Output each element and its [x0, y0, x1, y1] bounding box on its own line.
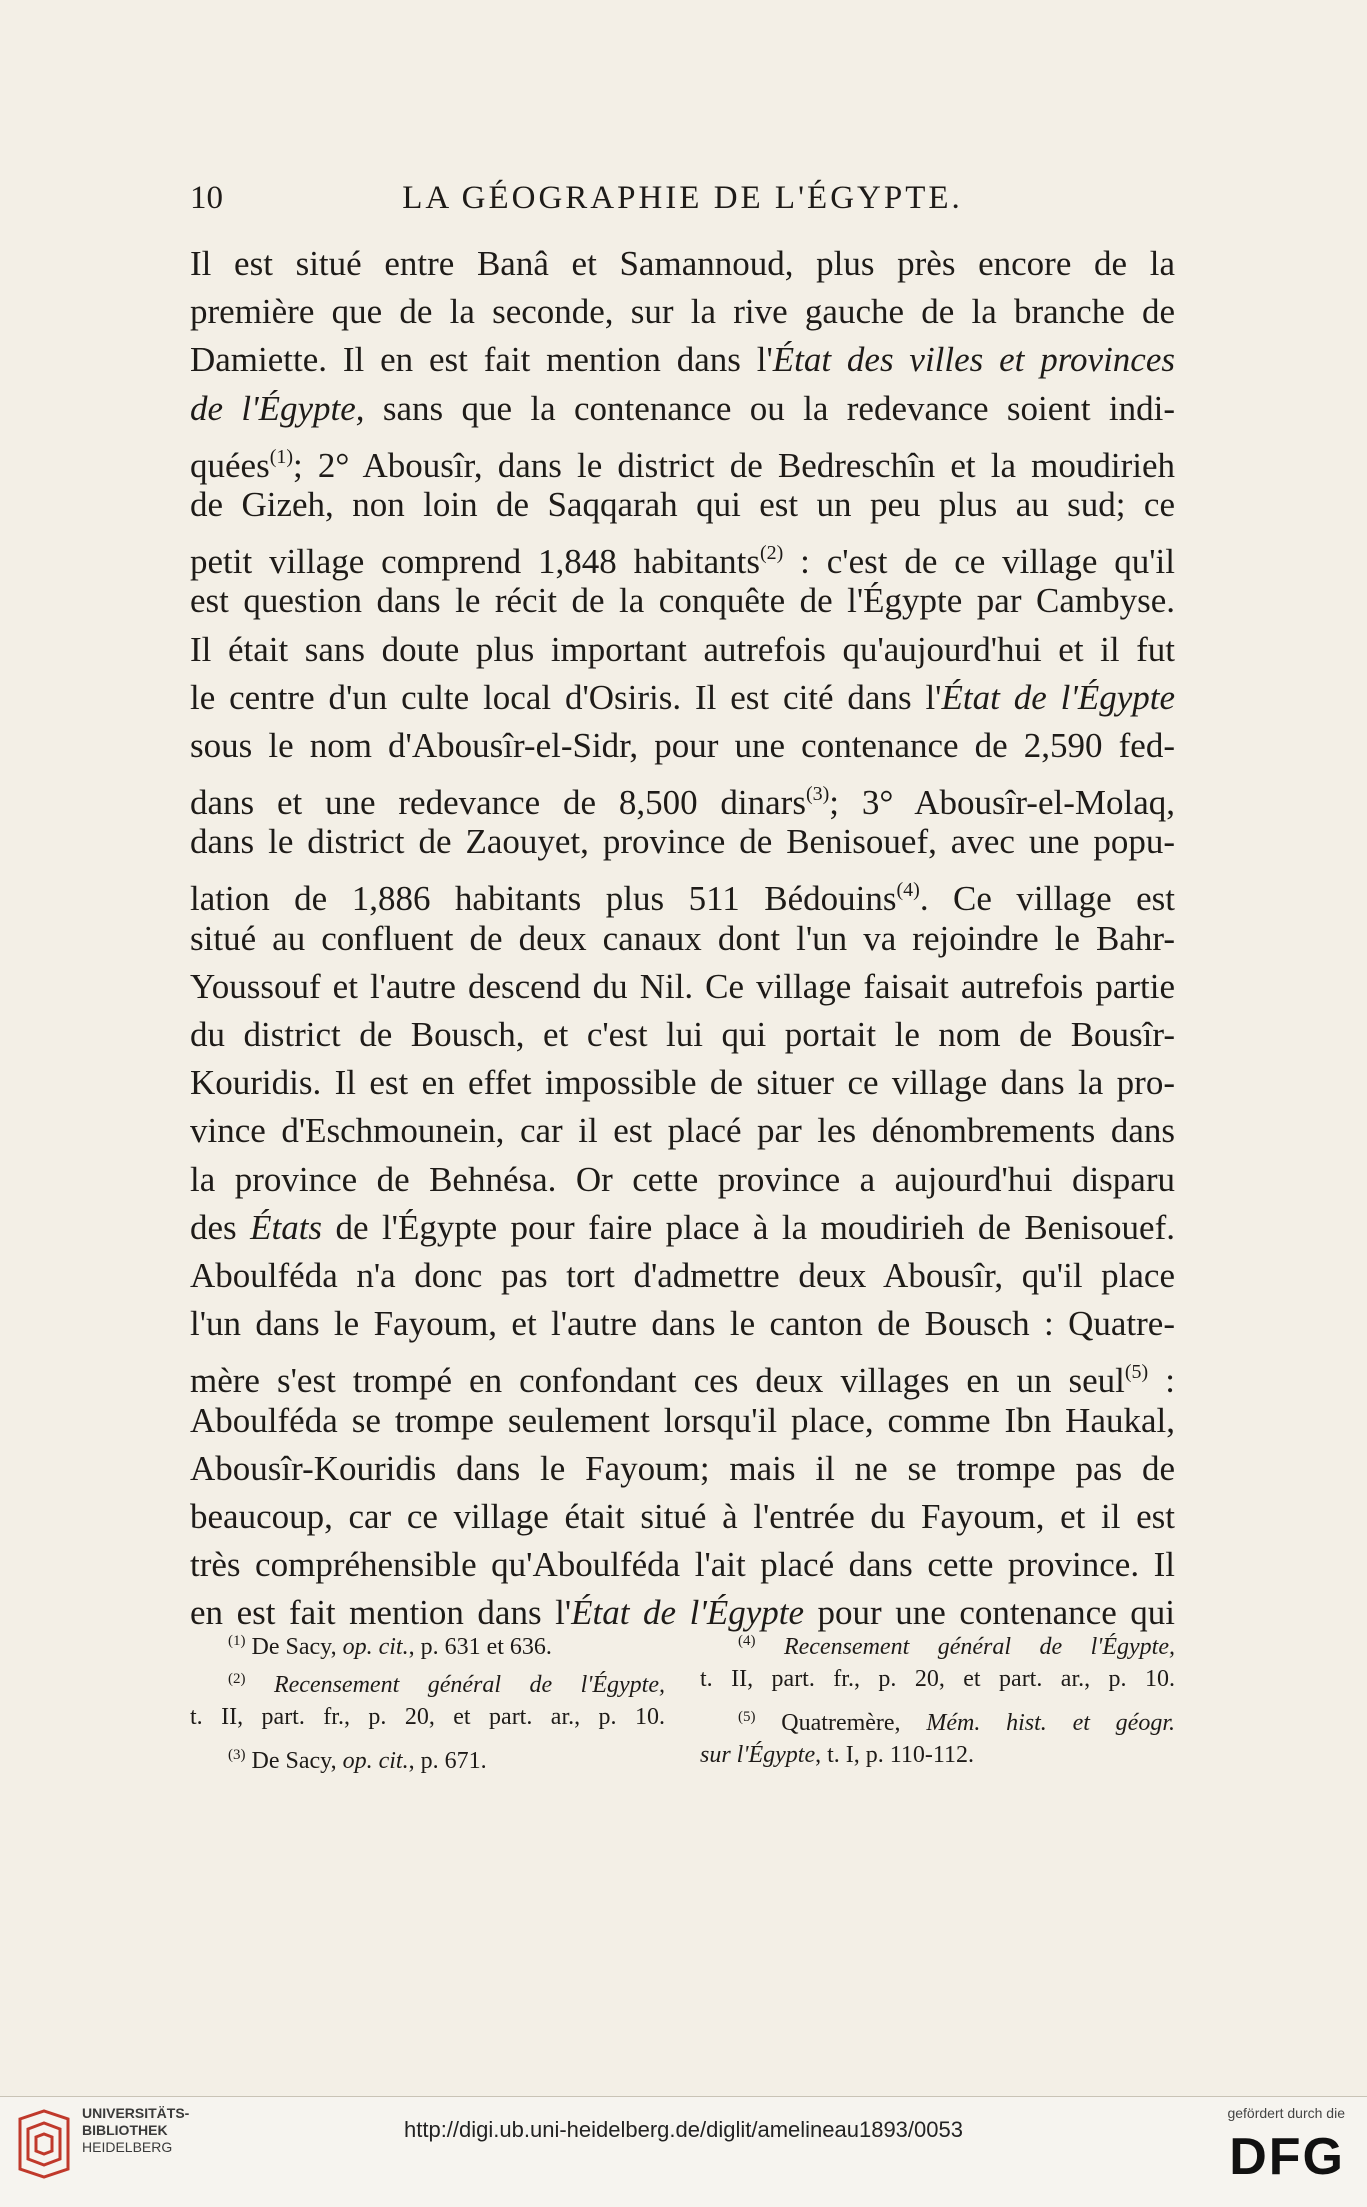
text-line: Abousîr-Kouridis dans le Fayoum; mais il ne se trompe pas de: [190, 1448, 1175, 1488]
footnote-line: t. II, part. fr., p. 20, et part. ar., p. 10.: [700, 1666, 1175, 1692]
text-line: [190, 529, 1176, 582]
body-text: [190, 240, 1175, 1637]
footnote-italic: op. cit.: [342, 1748, 409, 1774]
text-line: des États de l'Égypte pour faire place à la moudirieh de Benisouef.: [190, 1207, 1175, 1247]
text-line: l'un dans le Fayoum, et l'autre dans le canton de Bousch : Quatre-: [190, 1304, 1175, 1344]
footnote-italic: Recensement général de l'Égypte,: [273, 1672, 665, 1698]
page-number: 10: [190, 180, 223, 216]
text-line: [190, 866, 1175, 919]
text-fragment: quées: [190, 445, 270, 485]
library-name-line: UNIVERSITÄTS-: [82, 2105, 190, 2121]
text-fragment: mère s'est trompé en confondant ces deux villages en un seul: [190, 1361, 1125, 1401]
text-fragment: . Ce village est: [919, 879, 1175, 919]
footnote-mark: (2): [228, 1671, 246, 1687]
footnote-ref: (2): [759, 542, 784, 565]
text-line: de Gizeh, non loin de Saqqarah qui est un peu plus au sud; ce: [190, 484, 1175, 524]
footnote-line: [190, 1736, 665, 1774]
text-line: Youssouf et l'autre descend du Nil. Ce village faisait autrefois partie: [190, 966, 1175, 1006]
text-line: Il est situé entre Banâ et Samannoud, plus près encore de la: [190, 244, 1175, 283]
text-fragment: dans et une redevance de 8,500 dinars: [190, 783, 806, 823]
italic-title: de l'Égypte,: [190, 388, 365, 428]
text-line: la province de Behnésa. Or cette province a aujourd'hui disparu: [190, 1159, 1175, 1199]
footnote-line: t. II, part. fr., p. 20, et part. ar., p. 10.: [190, 1704, 665, 1730]
text-line: du district de Bousch, et c'est lui qui portait le nom de Bousîr-: [190, 1015, 1175, 1054]
footnote-italic: Recensement général de l'Égypte,: [783, 1634, 1175, 1660]
text-line: vince d'Eschmounein, car il est placé par les dénombrements dans: [190, 1111, 1175, 1151]
source-url-link[interactable]: http://digi.ub.uni-heidelberg.de/diglit/amelineau1893/0053: [404, 2117, 963, 2142]
text-line: en est fait mention dans l'État de l'Égypte pour une contenance qui: [190, 1593, 1176, 1633]
footnote-line: [700, 1622, 1175, 1660]
text-line: [190, 433, 1175, 485]
footnote-ref: (5): [1124, 1361, 1149, 1384]
dfg-logo: DFG: [1229, 2128, 1345, 2186]
italic-title: État de l'Égypte: [941, 677, 1175, 717]
footnote-line: [700, 1698, 1175, 1736]
text-line: Kouridis. Il est en effet impossible de situer ce village dans la pro-: [190, 1063, 1175, 1103]
footnote-italic: sur l'Égypte: [700, 1742, 816, 1768]
page-header: [190, 180, 1175, 230]
text-line: le centre d'un culte local d'Osiris. Il est cité dans l'État de l'Égypte: [190, 677, 1175, 717]
footnote-italic: op. cit.: [342, 1634, 409, 1660]
text-line: [190, 770, 1175, 823]
library-name-line: BIBLIOTHEK: [82, 2122, 168, 2138]
footnotes-left-column: [190, 1622, 665, 1774]
italic-title: État des villes et provinces: [772, 340, 1175, 380]
footnote-ref: (4): [896, 879, 920, 902]
text-line: Il était sans doute plus important autrefois qu'aujourd'hui et il fut: [190, 629, 1175, 669]
text-line: première que de la seconde, sur la rive gauche de la branche de: [190, 292, 1175, 332]
text-line: est question dans le récit de la conquête de l'Égypte par Cambyse.: [190, 581, 1175, 621]
footnote-text: De Sacy,: [251, 1748, 343, 1774]
footnote-mark: (1): [228, 1633, 246, 1649]
text-fragment: petit village comprend 1,848 habitants: [190, 542, 760, 582]
text-line: [190, 1348, 1175, 1401]
digitization-footer: [0, 2096, 1367, 2207]
footnote-line: [190, 1660, 665, 1698]
footnote-mark: (5): [738, 1709, 756, 1725]
footnotes-right-column: [700, 1622, 1175, 1774]
text-fragment: : c'est de ce village qu'il: [783, 542, 1176, 582]
footnote-italic: Mém. hist. et géogr.: [926, 1710, 1176, 1736]
text-line: beaucoup, car ce village était situé à l'entrée du Fayoum, et il est: [190, 1496, 1175, 1536]
text-line: Aboulféda se trompe seulement lorsqu'il place, comme Ibn Haukal,: [190, 1400, 1175, 1440]
library-name-line: HEIDELBERG: [82, 2139, 173, 2155]
italic-title: État de l'Égypte: [571, 1593, 805, 1633]
footnote-mark: (3): [228, 1747, 246, 1763]
footnote-mark: (4): [738, 1633, 756, 1649]
footnote-ref: (3): [805, 783, 830, 806]
text-line: situé au confluent de deux canaux dont l'un va rejoindre le Bahr-: [190, 918, 1175, 958]
footnote-text: , t. I, p. 110-112.: [815, 1742, 974, 1768]
text-line: très compréhensible qu'Aboulféda l'ait placé dans cette province. Il: [190, 1545, 1175, 1585]
text-line: Aboulféda n'a donc pas tort d'admettre deux Abousîr, qu'il place: [190, 1255, 1175, 1295]
footnote-line: [190, 1622, 665, 1660]
text-line: sous le nom d'Abousîr-el-Sidr, pour une contenance de 2,590 fed-: [190, 725, 1175, 765]
italic-title: États: [250, 1207, 323, 1247]
text-fragment: lation de 1,886 habitants plus 511 Bédouins: [190, 879, 897, 919]
text-fragment: ; 3° Abousîr-el-Molaq,: [829, 783, 1175, 823]
text-fragment: :: [1148, 1361, 1175, 1401]
footnote-text: , p. 631 et 636.: [408, 1634, 552, 1660]
footnote-line: [700, 1736, 1175, 1774]
footnote-ref: (1): [269, 445, 294, 468]
text-fragment: ; 2° Abousîr, dans le district de Bedreschîn et la moudirieh: [293, 445, 1175, 485]
footnote-text: Quatremère,: [781, 1710, 927, 1736]
footnote-text: De Sacy,: [251, 1634, 343, 1660]
text-line: dans le district de Zaouyet, province de Benisouef, avec une popu-: [190, 822, 1175, 862]
running-title: LA GÉOGRAPHIE DE L'ÉGYPTE.: [402, 180, 963, 216]
text-line: Damiette. Il en est fait mention dans l'État des villes et provinces: [190, 340, 1175, 380]
funding-caption: gefördert durch die: [1227, 2105, 1345, 2121]
text-line: de l'Égypte, sans que la contenance ou la redevance soient indi-: [190, 388, 1175, 428]
footnote-text: , p. 671.: [408, 1748, 487, 1774]
